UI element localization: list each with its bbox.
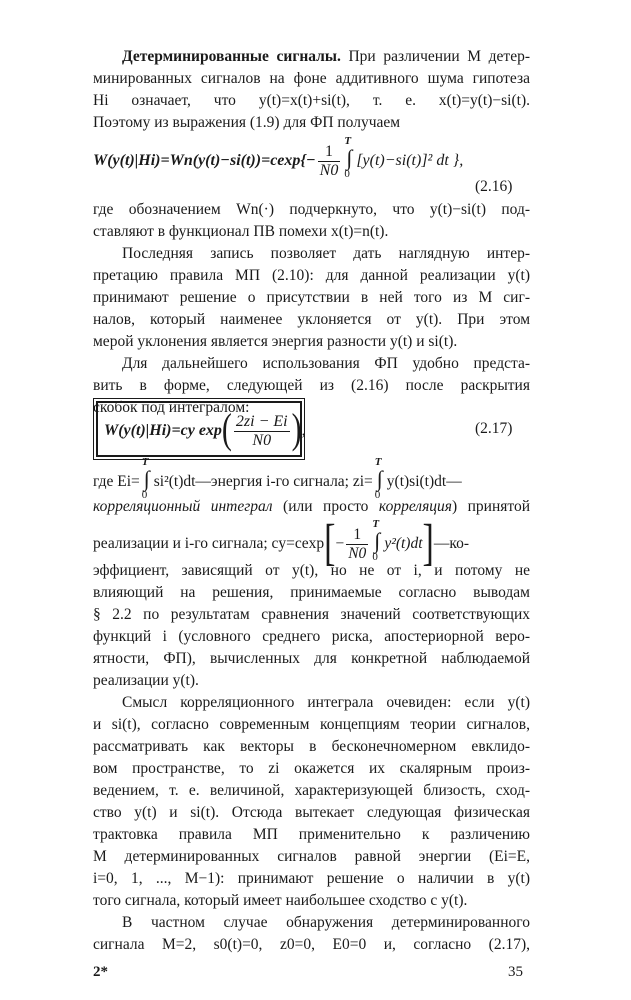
para6-line8: M детерминированных сигналов равной энергии (Ei=E, <box>93 848 530 865</box>
para7-line2: сигнала M=2, s0(t)=0, z0=0, E0=0 и, согласно (2.17), <box>93 936 530 953</box>
para2-line2: ставляют в функционал ПВ помехи x(t)=n(t). <box>93 223 389 240</box>
para4-line1: Для дальнейшего использования ФП удобно предста- <box>122 355 530 372</box>
para2-line1: где обозначением Wn(·) подчеркнуто, что y(t)−si(t) под- <box>93 201 530 218</box>
integral-sign: T ∫ 0 <box>374 456 383 501</box>
eq216-fraction: $\frac{1}{N0}$ <box>319 143 339 179</box>
para5-line5: влияющий на решения, принимаемые согласно выводам <box>93 584 530 601</box>
para5-line4: эффициент, зависящий от y(t), но не от i, и потому не <box>93 562 530 579</box>
para6-line3: рассматривать как векторы в бесконечномерном евклидо- <box>93 738 530 755</box>
para5-line7: функций i (условного среднего риска, апостериорной веро- <box>93 628 530 645</box>
para1-line2: минированных сигналов на фоне аддитивного шума гипотеза <box>93 70 530 87</box>
equation-2-17: W(y(t)|Hi)=cy exp( $\frac{2zi - Ei}{N0}$ ), <box>104 406 306 453</box>
para6-line9: i=0, 1, ..., M−1): принимают решение о наличии в y(t) <box>93 870 530 887</box>
para6-line1: Смысл корреляционного интеграла очевиден: если y(t) <box>122 694 530 711</box>
eq217-fraction: $\frac{2zi - Ei}{N0}$ <box>235 413 288 449</box>
para4-line3: скобок под интегралом: <box>93 399 250 416</box>
integral-sign: T ∫ 0 <box>344 135 353 181</box>
para4-line2: вить в форме, следующей из (2.16) после раскрытия <box>93 377 530 394</box>
integral-sign: T ∫ 0 <box>372 518 381 564</box>
eq216-integrand: [y(t)−si(t)]² dt }, <box>356 152 464 170</box>
signature-mark: 2* <box>93 964 108 980</box>
para5-line6: § 2.2 по результатам сравнения значений соответствующих <box>93 606 530 623</box>
para5-line9: реализации y(t). <box>93 672 199 689</box>
para6-line6: ство y(t) и si(t). Отсюда вытекает следующая физическая <box>93 804 530 821</box>
para6-line4: вом пространстве, то zi окажется их скалярным произ- <box>93 760 530 777</box>
para5-line8: ятности, ФП), вычисленных для конкретной наблюдаемой <box>93 650 530 667</box>
para3-line2: претацию правила МП (2.10): для данной реализации y(t) <box>93 267 530 284</box>
para5-line3: реализации и i-го сигнала; cy=cexp[− $\frac{1}{N0}$ T ∫ 0 y²(t)dt]—ко- <box>93 515 470 572</box>
equation-number-2-16: (2.16) <box>475 178 513 195</box>
eq217-lhs: W(y(t)|Hi)=cy exp <box>104 422 222 440</box>
para3-line5: мерой уклонения является энергия разности y(t) и si(t). <box>93 333 458 350</box>
para1-line1: Детерминированные сигналы. При различении M детер- <box>122 48 530 65</box>
para6-line5: ведением, т. е. величиной, характеризующей близость, сход- <box>93 782 530 799</box>
para5-line1: где Ei= T ∫ 0 si²(t)dt—энергия i-го сигнала; zi= T ∫ 0 y(t)si(t)dt— <box>93 456 462 501</box>
para6-line2: и si(t), согласно современным концепциям теории сигналов, <box>93 716 530 733</box>
para6-line7: трактовка правила МП применительно к различению <box>93 826 530 843</box>
para3-line1: Последняя запись позволяет дать наглядную интер- <box>122 245 530 262</box>
section-heading: Детерминированные сигналы. <box>122 48 341 65</box>
equation-number-2-17: (2.17) <box>475 420 513 437</box>
para3-line4: налов, который наименее уклоняется от y(t). При этом <box>93 311 530 328</box>
eq216-lhs: W(y(t)|Hi)=Wn(y(t)−si(t))=cexp{− <box>93 152 316 170</box>
page-number: 35 <box>508 964 523 980</box>
para6-line10: того сигнала, который имеет наибольшее сходство с y(t). <box>93 892 468 909</box>
integral-sign: T ∫ 0 <box>141 456 150 501</box>
para3-line3: принимают решение о присутствии в ней того из M сиг- <box>93 289 530 306</box>
equation-2-16 <box>93 135 464 181</box>
para1-line4: Поэтому из выражения (1.9) для ФП получаем <box>93 114 401 131</box>
para1-line3: Hi означает, что y(t)=x(t)+si(t), т. е. x(t)=y(t)−si(t). <box>93 92 530 109</box>
para5-line2: корреляционный интеграл (или просто корреляция) принятой <box>93 498 531 515</box>
para7-line1: В частном случае обнаружения детерминированного <box>122 914 530 931</box>
